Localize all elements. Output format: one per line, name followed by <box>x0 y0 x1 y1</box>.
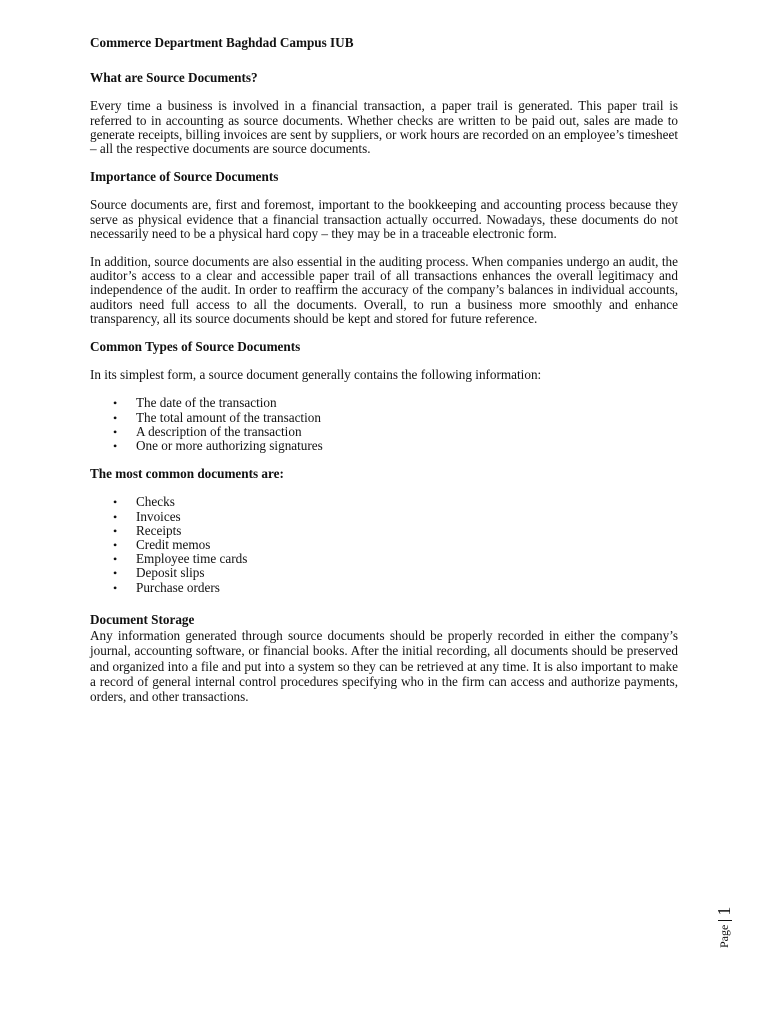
list-item: • Purchase orders <box>90 581 678 595</box>
list-common-documents <box>90 495 678 594</box>
list-item: • Receipts <box>90 524 678 538</box>
page-separator <box>718 920 732 921</box>
list-item: • The total amount of the transaction <box>90 411 678 425</box>
document-page <box>90 36 678 719</box>
paragraph-document-storage: Any information generated through source documents should be properly recorded in either the company’s journal, accounting software, or financial books. After the initial recording, all documents should be preserved and organized into a file and put into a system so they can be retrieved at any time. It is also important to make a record of general internal control procedures specifying who in the firm can access and authorize payments, orders, and other transactions. <box>90 628 678 705</box>
list-item: • Checks <box>90 495 678 509</box>
page-number-footer <box>710 900 740 950</box>
list-item: • Employee time cards <box>90 552 678 566</box>
page-label: Page <box>717 924 731 948</box>
paragraph-common-types-intro: In its simplest form, a source document generally contains the following information: <box>90 367 542 383</box>
heading-most-common-documents: The most common documents are: <box>90 466 284 482</box>
heading-common-types: Common Types of Source Documents <box>90 339 301 355</box>
list-source-document-information <box>90 396 678 453</box>
page-number: 1 <box>714 906 734 916</box>
heading-document-storage: Document Storage <box>90 611 195 627</box>
document-header: Commerce Department Baghdad Campus IUB <box>90 35 354 50</box>
list-item: • Credit memos <box>90 538 678 552</box>
heading-what-are-source-documents: What are Source Documents? <box>90 70 258 86</box>
paragraph-importance-2: In addition, source documents are also essential in the auditing process. When companies undergo an audit, the auditor’s access to a clear and accessible paper trail of all transactions enhances the overall legitimacy and independence of the audit. In order to reaffirm the accuracy of the company’s balances in individual accounts, auditors need full access to all the documents. Overall, to run a business more smoothly and enhance transparency, all its source documents should be kept and stored for future reference. <box>90 254 678 326</box>
list-item: • Deposit slips <box>90 566 678 580</box>
list-item: • A description of the transaction <box>90 425 678 439</box>
paragraph-what-are-source-documents: Every time a business is involved in a financial transaction, a paper trail is generated. This paper trail is referred to in accounting as source documents. Whether checks are written to be paid out, sales are made to generate receipts, billing invoices are sent by suppliers, or work hours are recorded on an employee’s timesheet – all the respective documents are source documents. <box>90 98 678 157</box>
list-item: • The date of the transaction <box>90 396 678 410</box>
list-item: • Invoices <box>90 510 678 524</box>
list-item: • One or more authorizing signatures <box>90 439 678 453</box>
paragraph-importance-1: Source documents are, first and foremost, important to the bookkeeping and accounting process because they serve as physical evidence that a financial transaction actually occurred. Nowadays, these documents do not necessarily need to be a physical hard copy – they may be in a traceable electronic form. <box>90 197 678 241</box>
heading-importance: Importance of Source Documents <box>90 169 279 185</box>
